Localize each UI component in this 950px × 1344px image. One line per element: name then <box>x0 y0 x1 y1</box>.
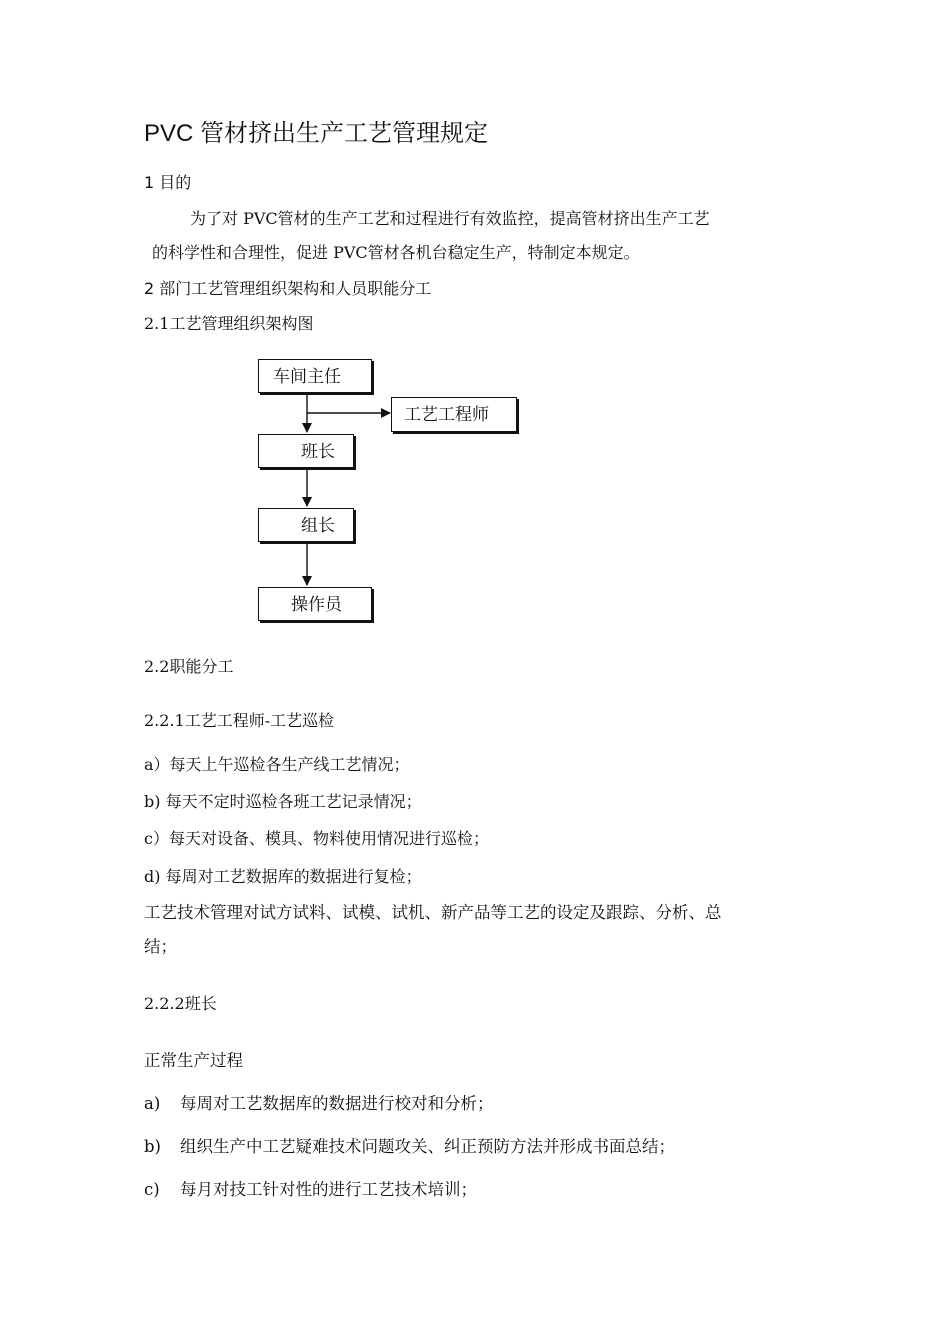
page-title: PVC 管材挤出生产工艺管理规定 <box>144 120 489 147</box>
purpose-paragraph-line-2: 的科学性和合理性，促进 PVC管材各机台稳定生产，特制定本规定。 <box>152 243 640 262</box>
section-2-heading: 2 部门工艺管理组织架构和人员职能分工 <box>144 279 432 298</box>
leader-item-b-marker: b) <box>144 1137 161 1156</box>
leader-item-a <box>144 1093 494 1115</box>
leader-item-c <box>144 1179 477 1201</box>
purpose-paragraph-line-1: 为了对 PVC管材的生产工艺和过程进行有效监控，提高管材挤出生产工艺 <box>190 209 710 228</box>
section-2-2-heading: 2.2职能分工 <box>144 657 234 676</box>
engineer-extra-line-1: 工艺技术管理对试方试料、试模、试机、新产品等工艺的设定及跟踪、分析、总 <box>144 903 722 922</box>
leader-item-c-marker: c) <box>144 1180 160 1199</box>
section-1-heading: 1 目的 <box>144 173 192 192</box>
section-2-2-2-heading: 2.2.2班长 <box>144 994 217 1013</box>
leader-item-b-text: 组织生产中工艺疑难技术问题攻关、纠正预防方法并形成书面总结； <box>180 1137 675 1156</box>
engineer-extra-line-2: 结； <box>144 937 177 956</box>
section-2-2-1-heading: 2.2.1工艺工程师-工艺巡检 <box>144 711 335 730</box>
section-2-1-heading: 2.1工艺管理组织架构图 <box>144 314 314 333</box>
leader-item-a-text: 每周对工艺数据库的数据进行校对和分析； <box>180 1094 494 1113</box>
engineer-item-a: a）每天上午巡检各生产线工艺情况； <box>144 755 410 774</box>
org-box-shift-leader: 班长 <box>258 434 354 468</box>
org-box-engineer: 工艺工程师 <box>391 397 517 432</box>
org-box-operator: 操作员 <box>258 587 372 621</box>
org-box-director: 车间主任 <box>258 359 372 393</box>
engineer-item-b: b) 每天不定时巡检各班工艺记录情况； <box>144 792 422 811</box>
leader-item-a-marker: a) <box>144 1094 161 1113</box>
engineer-item-d: d) 每周对工艺数据库的数据进行复检； <box>144 867 422 886</box>
org-box-group-leader: 组长 <box>258 508 354 542</box>
normal-process-label: 正常生产过程 <box>144 1051 243 1070</box>
leader-item-c-text: 每月对技工针对性的进行工艺技术培训； <box>180 1180 477 1199</box>
leader-item-b <box>144 1136 675 1158</box>
engineer-item-c: c）每天对设备、模具、物料使用情况进行巡检； <box>144 829 489 848</box>
